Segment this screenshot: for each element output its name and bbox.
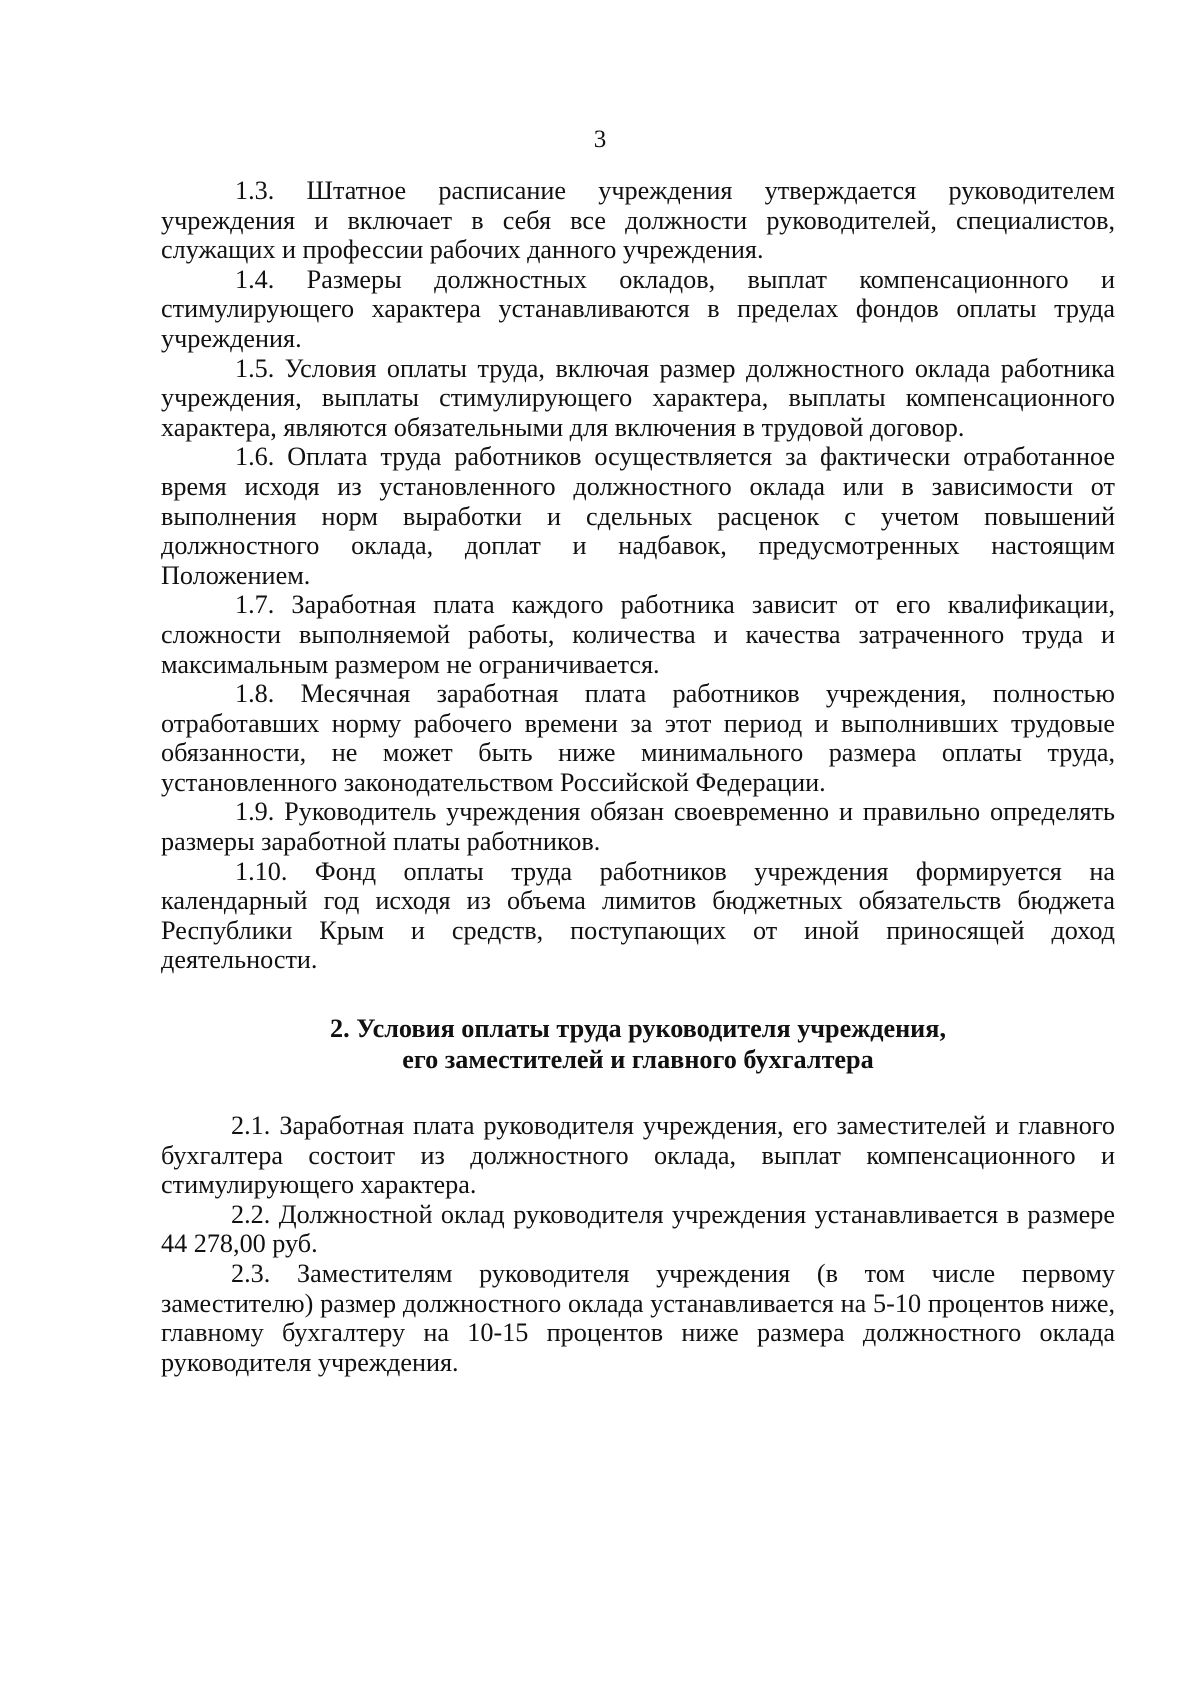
section-2-heading-line-2: его заместителей и главного бухгалтера xyxy=(402,1045,874,1075)
section-1-continuation xyxy=(161,176,1115,975)
paragraph-1-9: 1.9. Руководитель учреждения обязан своевременно и правильно определять размеры заработной платы работников. xyxy=(161,797,1115,857)
paragraph-1-5: 1.5. Условия оплаты труда, включая размер должностного оклада работника учреждения, выплаты стимулирующего характера, выплаты компенсационного характера, являются обязательными для включения в трудовой договор. xyxy=(161,353,1115,442)
paragraph-2-3: 2.3. Заместителям руководителя учреждения (в том числе первому заместителю) размер должностного оклада устанавливается на 5-10 процентов ниже, главному бухгалтеру на 10-15 процентов ниже размера должностного оклада руководителя учреждения. xyxy=(161,1259,1115,1377)
paragraph-1-6: 1.6. Оплата труда работников осуществляется за фактически отработанное время исходя из установленного должностного оклада или в зависимости от выполнения норм выработки и сдельных расценок с учетом повышений должностного оклада, доплат и надбавок, предусмотренных настоящим Положением. xyxy=(161,442,1115,590)
paragraph-1-4: 1.4. Размеры должностных окладов, выплат компенсационного и стимулирующего характера устанавливаются в пределах фондов оплаты труда учреждения. xyxy=(161,264,1115,353)
section-2-heading-line-1: 2. Условия оплаты труда руководителя учреждения, xyxy=(330,1014,946,1044)
paragraph-2-2: 2.2. Должностной оклад руководителя учреждения устанавливается в размере 44 278,00 руб. xyxy=(161,1199,1115,1259)
paragraph-1-7: 1.7. Заработная плата каждого работника зависит от его квалификации, сложности выполняемой работы, количества и качества затраченного труда и максимальным размером не ограничивается. xyxy=(161,590,1115,679)
paragraph-1-10: 1.10. Фонд оплаты труда работников учреждения формируется на календарный год исходя из объема лимитов бюджетных обязательств бюджета Республики Крым и средств, поступающих от иной приносящей доход деятельности. xyxy=(161,856,1115,975)
page-number: 3 xyxy=(593,126,607,153)
paragraph-2-1: 2.1. Заработная плата руководителя учреждения, его заместителей и главного бухгалтера состоит из должностного оклада, выплат компенсационного и стимулирующего характера. xyxy=(161,1111,1115,1200)
document-body xyxy=(161,176,1115,1377)
paragraph-1-8: 1.8. Месячная заработная плата работников учреждения, полностью отработавших норму рабочего времени за этот период и выполнивших трудовые обязанности, не может быть ниже минимального размера оплаты труда, установленного законодательством Российской Федерации. xyxy=(161,679,1115,797)
section-2 xyxy=(161,1111,1115,1377)
paragraph-1-3: 1.3. Штатное расписание учреждения утверждается руководителем учреждения и включает в себя все должности руководителей, специалистов, служащих и профессии рабочих данного учреждения. xyxy=(161,176,1115,265)
section-2-heading xyxy=(161,1013,1115,1075)
